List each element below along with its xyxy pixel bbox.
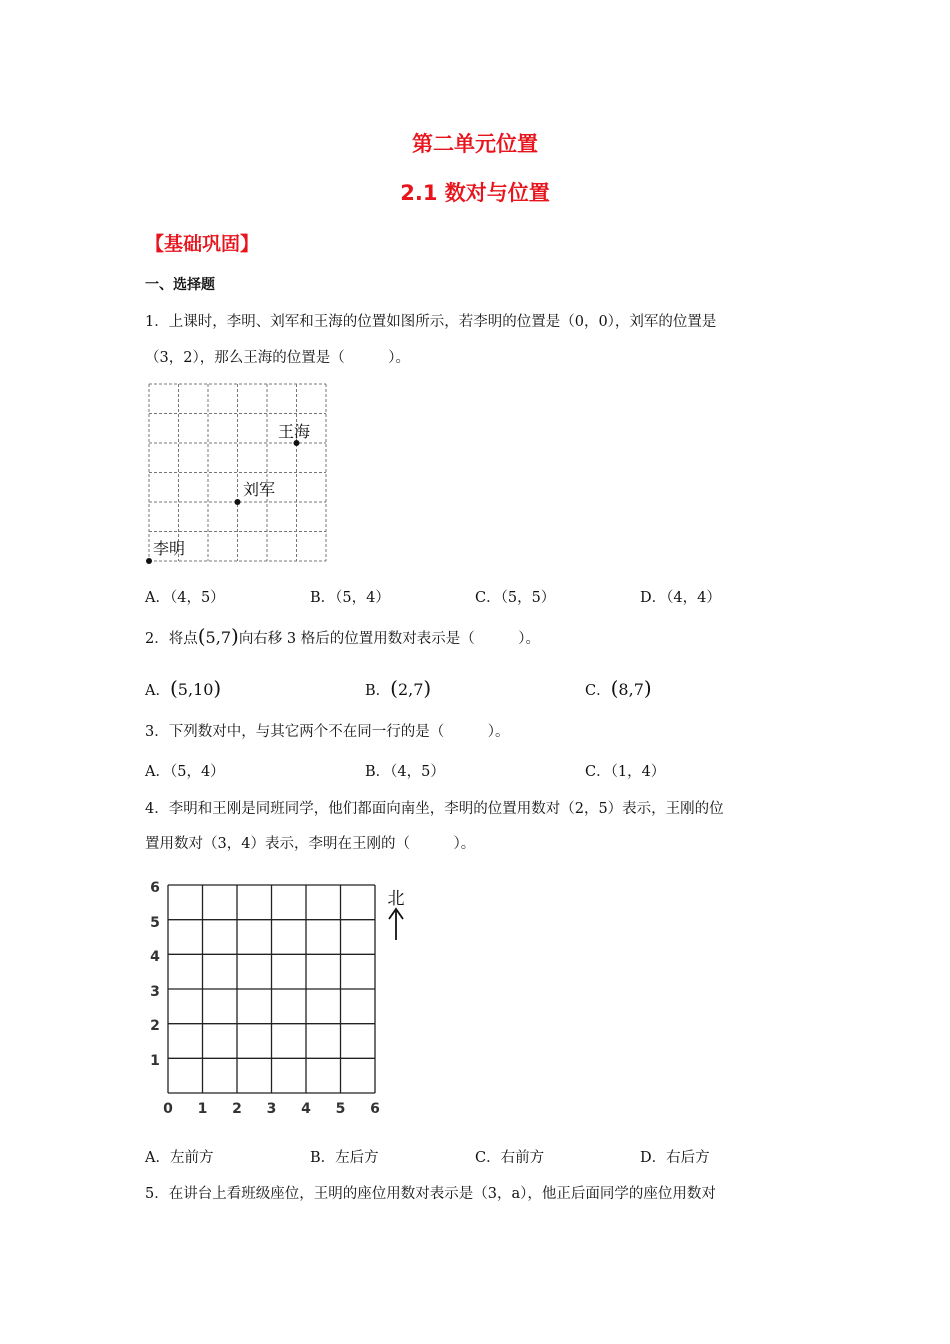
question-1-option-b: B．（5，4）	[310, 590, 390, 606]
page-title: 第二单元位置	[412, 132, 538, 156]
question-4-option-c: C．右前方	[475, 1150, 545, 1166]
x-tick: 0	[163, 1101, 173, 1117]
question-4-option-a: A．左前方	[145, 1150, 214, 1166]
section-heading: 【基础巩固】	[145, 233, 260, 255]
question-1-line-2: （3，2），那么王海的位置是（ ）。	[145, 350, 410, 366]
question-2-pre: 2．将点	[145, 631, 198, 647]
question-2-point: (5,7)	[197, 624, 239, 648]
question-1-option-a: A．（4，5）	[145, 590, 225, 606]
liujun-point	[235, 499, 241, 505]
question-4-grid-figure	[140, 872, 420, 1122]
y-tick: 5	[150, 915, 160, 931]
y-tick: 3	[150, 984, 160, 1000]
y-tick: 4	[150, 949, 160, 965]
question-1-grid-figure	[140, 378, 340, 573]
x-tick: 6	[370, 1101, 380, 1117]
dashed-grid	[149, 384, 326, 561]
x-axis-ticks	[163, 1101, 380, 1117]
x-tick: 1	[197, 1101, 208, 1117]
question-4-option-b: B．左后方	[310, 1150, 379, 1166]
liujun-label: 刘军	[243, 480, 276, 499]
question-2-option-c: C．(8,7)	[585, 676, 652, 700]
liming-label: 李明	[153, 539, 186, 558]
question-5-line-1: 5．在讲台上看班级座位，王明的座位用数对表示是（3，a），他正后面同学的座位用数对	[145, 1186, 716, 1202]
question-2-option-b: B．(2,7)	[365, 676, 432, 700]
question-2-text	[145, 626, 540, 649]
question-3-text: 3．下列数对中，与其它两个不在同一行的是（ ）。	[145, 724, 510, 740]
question-4-line-1: 4．李明和王刚是同班同学，他们都面向南坐，李明的位置用数对（2，5）表示，王刚的位	[145, 801, 724, 817]
question-1-line-1: 1．上课时，李明、刘军和王海的位置如图所示，若李明的位置是（0，0），刘军的位置是	[145, 314, 717, 330]
question-3-option-c: C．（1，4）	[585, 764, 666, 780]
liming-point	[146, 558, 152, 564]
wanghai-label: 王海	[278, 422, 311, 441]
x-tick: 2	[232, 1101, 242, 1117]
question-2-option-a: A．(5,10)	[145, 676, 222, 700]
x-tick: 3	[266, 1101, 277, 1117]
x-tick: 5	[335, 1101, 346, 1117]
solid-grid	[168, 885, 375, 1093]
x-tick: 4	[301, 1101, 311, 1117]
page-subtitle: 2.1 数对与位置	[400, 181, 550, 205]
question-3-option-b: B．（4，5）	[365, 764, 445, 780]
question-4-option-d: D．右后方	[640, 1150, 710, 1166]
y-tick: 1	[150, 1053, 160, 1069]
y-tick: 2	[150, 1018, 160, 1034]
question-2-post: 向右移 3 格后的位置用数对表示是（ ）。	[238, 631, 541, 647]
y-axis-ticks	[150, 880, 160, 1069]
north-arrow-icon	[389, 909, 403, 940]
question-1-option-d: D．（4，4）	[640, 590, 721, 606]
subsection-heading: 一、选择题	[145, 277, 215, 293]
north-label: 北	[387, 889, 405, 909]
question-4-line-2: 置用数对（3，4）表示，李明在王刚的（ ）。	[145, 836, 476, 852]
y-tick: 6	[150, 880, 160, 896]
question-1-option-c: C．（5，5）	[475, 590, 556, 606]
question-3-option-a: A．（5，4）	[145, 764, 225, 780]
